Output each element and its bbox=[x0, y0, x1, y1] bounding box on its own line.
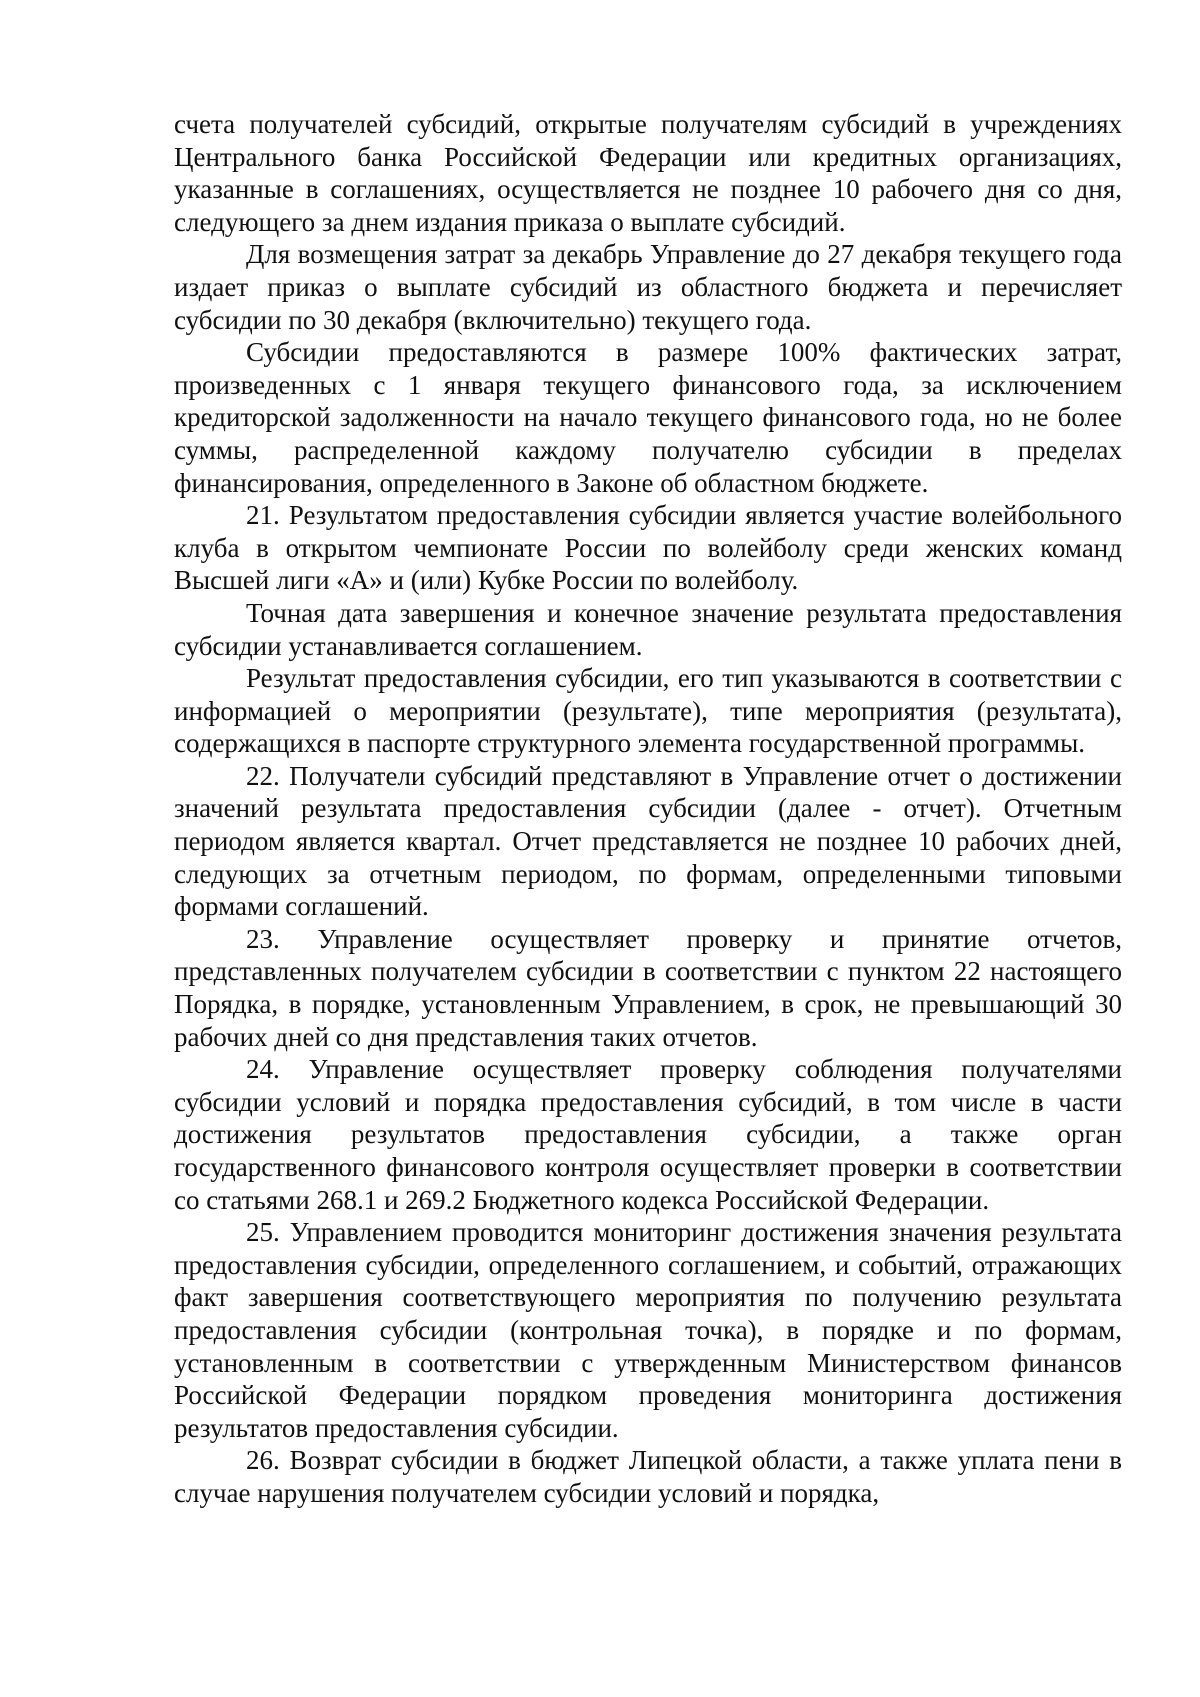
paragraph: Для возмещения затрат за декабрь Управление до 27 декабря текущего года издает приказ о выплате субсидий из областного бюджета и перечисляет субсидии по 30 декабря (включительно) текущего года. bbox=[174, 239, 1122, 335]
paragraph: Точная дата завершения и конечное значение результата предоставления субсидии устанавливается соглашением. bbox=[174, 597, 1122, 661]
paragraph-item-21: 21. Результатом предоставления субсидии является участие волейбольного клуба в открытом чемпионате России по волейболу среди женских команд Высшей лиги «А» и (или) Кубке России по волейболу. bbox=[174, 500, 1122, 596]
paragraph: счета получателей субсидий, открытые получателям субсидий в учреждениях Центрального банка Российской Федерации или кредитных организациях, указанные в соглашениях, осуществляется не позднее 10 рабочего дня со дня, следующего за днем издания приказа о выплате субсидий. bbox=[174, 109, 1122, 237]
paragraph-item-23: 23. Управление осуществляет проверку и принятие отчетов, представленных получателем субсидии в соответствии с пунктом 22 настоящего Порядка, в порядке, установленным Управлением, в срок, не превышающий 30 рабочих дней со дня представления таких отчетов. bbox=[174, 923, 1122, 1052]
document-page bbox=[174, 108, 1122, 1510]
paragraph: Результат предоставления субсидии, его тип указываются в соответствии с информацией о мероприятии (результате), типе мероприятия (результата), содержащихся в паспорте структурного элемента государственной программы. bbox=[174, 663, 1122, 759]
paragraph: Субсидии предоставляются в размере 100% фактических затрат, произведенных с 1 января текущего финансового года, за исключением кредиторской задолженности на начало текущего финансового года, но не более суммы, распределенной каждому получателю субсидии в пределах финансирования, определенного в Законе об областном бюджете. bbox=[174, 337, 1122, 498]
paragraph-item-24: 24. Управление осуществляет проверку соблюдения получателями субсидии условий и порядка предоставления субсидий, в том числе в части достижения результатов предоставления субсидии, а также орган государственного финансового контроля осуществляет проверки в соответствии со статьями 268.1 и 269.2 Бюджетного кодекса Российской Федерации. bbox=[174, 1054, 1122, 1215]
paragraph-item-25: 25. Управлением проводится мониторинг достижения значения результата предоставления субсидии, определенного соглашением, и событий, отражающих факт завершения соответствующего мероприятия по получению результата предоставления субсидии (контрольная точка), в порядке и по формам, установленным в соответствии с утвержденным Министерством финансов Российской Федерации порядком проведения мониторинга достижения результатов предоставления субсидии. bbox=[174, 1217, 1122, 1443]
paragraph-item-26: 26. Возврат субсидии в бюджет Липецкой области, а также уплата пени в случае нарушения получателем субсидии условий и порядка, bbox=[174, 1445, 1122, 1508]
paragraph-item-22: 22. Получатели субсидий представляют в Управление отчет о достижении значений результата предоставления субсидии (далее - отчет). Отчетным периодом является квартал. Отчет представляется не позднее 10 рабочих дней, следующих за отчетным периодом, по формам, определенными типовыми формами соглашений. bbox=[174, 760, 1122, 922]
